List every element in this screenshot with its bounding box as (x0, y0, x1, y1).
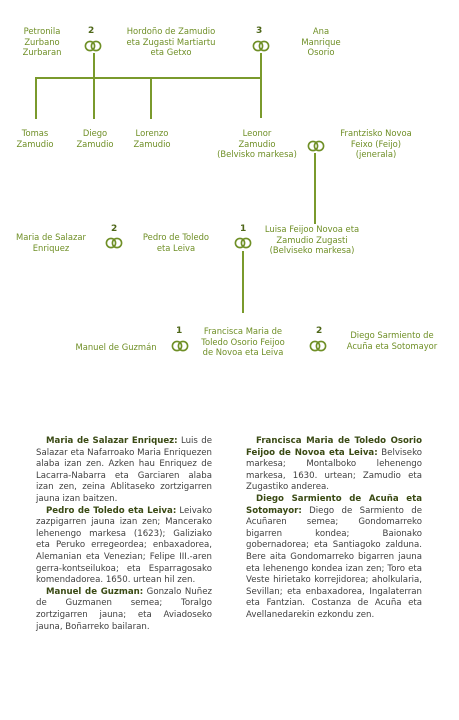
bio-diego (246, 494, 422, 622)
bio-manuel (36, 587, 212, 633)
connector-line (93, 77, 95, 119)
bio-text: Diego de Sarmiento de Acuñaren semea; Gondomarreko bigarren kondea; Baionako gobernadorea; eta Santiagoko zalduna. Bere aita Gondomarreko bigarren jauna eta lehenengo kondea izan zen; Toro eta Veste hirietako korrejidorea; aholkularia, Sevillan; eta enbaxadorea, Ingalaterran eta Fantzian. Costanza de Acuña eta Avellanedarekin ezkondu zen. (246, 505, 422, 620)
node-manuel: Manuel de Guzmán (75, 342, 157, 352)
node-diego-zamudio: Diego Zamudio (76, 128, 114, 149)
marriage-rings-icon (83, 40, 103, 52)
bio-name: Diego Sarmiento de Acuña eta Sotomayor: (246, 493, 422, 516)
marriage-number: 2 (316, 326, 323, 336)
connector-line (314, 153, 316, 209)
node-frantzisko: Frantzisko Novoa Feixo (Feijo) (jenerala) (340, 128, 412, 159)
bio-name: Maria de Salazar Enriquez: (46, 436, 178, 446)
bio-text: Gonzalo Nuñez de Guzmanen semea; Toralgo zortzigarren jauna; eta Aviadoseko jauna, Boñarreko bailaran. (36, 586, 212, 632)
node-tomas: Tomas Zamudio (16, 128, 54, 149)
connector-line (150, 77, 152, 119)
node-maria-salazar: Maria de Salazar Enriquez (16, 232, 86, 253)
marriage-number: 3 (256, 26, 263, 36)
node-petronila: Petronila Zurbano Zurbaran (22, 26, 62, 57)
bio-francisca (246, 436, 422, 494)
bio-text: Belviseko markesa; Montalboko lehenengo markesa, 1630. urtean; Zamudio eta Zugastiko anderea. (246, 447, 422, 493)
connector-line (242, 251, 244, 313)
bio-pedro (36, 506, 212, 587)
connector-line (93, 53, 95, 78)
node-luisa: Luisa Feijoo Novoa eta Zamudio Zugasti (Belviseko markesa) (264, 224, 360, 255)
marriage-rings-icon (104, 237, 124, 249)
node-hordono: Hordoño de Zamudio eta Zugasti Martiartu eta Getxo (126, 26, 216, 57)
node-lorenzo: Lorenzo Zamudio (133, 128, 171, 149)
bio-text: Luis de Salazar eta Nafarroako Maria Enriquezen alaba izan zen. Azken hau Enriquez de Lacarra-Nabarra eta Garciaren alaba izan zen, zeina Ablitaseko zortzigarren jauna izan baitzen. (36, 436, 212, 504)
bio-maria (36, 436, 212, 506)
marriage-number: 2 (88, 26, 95, 36)
node-francisca: Francisca Maria de Toledo Osorio Feijoo de Novoa eta Leiva (201, 326, 285, 357)
bio-name: Pedro de Toledo eta Leiva: (46, 505, 177, 516)
bio-column-left (36, 436, 212, 633)
marriage-number: 2 (111, 224, 118, 234)
bio-column-right (246, 436, 422, 622)
marriage-rings-icon (233, 237, 253, 249)
node-ana: Ana Manrique Osorio (301, 26, 341, 57)
node-leonor: Leonor Zamudio (Belvisko markesa) (217, 128, 297, 159)
marriage-rings-icon (170, 340, 190, 352)
bio-name: Manuel de Guzman: (46, 586, 144, 597)
node-pedro: Pedro de Toledo eta Leiva (142, 232, 210, 253)
connector-line (35, 77, 262, 79)
marriage-number: 1 (240, 224, 247, 234)
marriage-rings-icon (308, 340, 328, 352)
marriage-rings-icon (306, 140, 326, 152)
marriage-rings-icon (251, 40, 271, 52)
connector-line (35, 77, 37, 119)
node-diego-sarmiento: Diego Sarmiento de Acuña eta Sotomayor (346, 330, 438, 351)
bio-name: Francisca Maria de Toledo Osorio Feijoo de Novoa eta Leiva: (246, 436, 422, 458)
marriage-number: 1 (176, 326, 183, 336)
bio-text: Leivako zazpigarren jauna izan zen; Mancerako lehenengo markesa (1623); Galiziako eta Peruko erregeordea; enbaxadorea, Alemanian eta Venezian; Felipe III.-aren gerra-kontseilukoa; eta Esparragosako komendadorea. 1650. urtean hil zen. (36, 505, 212, 586)
connector-line (260, 53, 262, 118)
connector-line (314, 208, 316, 224)
